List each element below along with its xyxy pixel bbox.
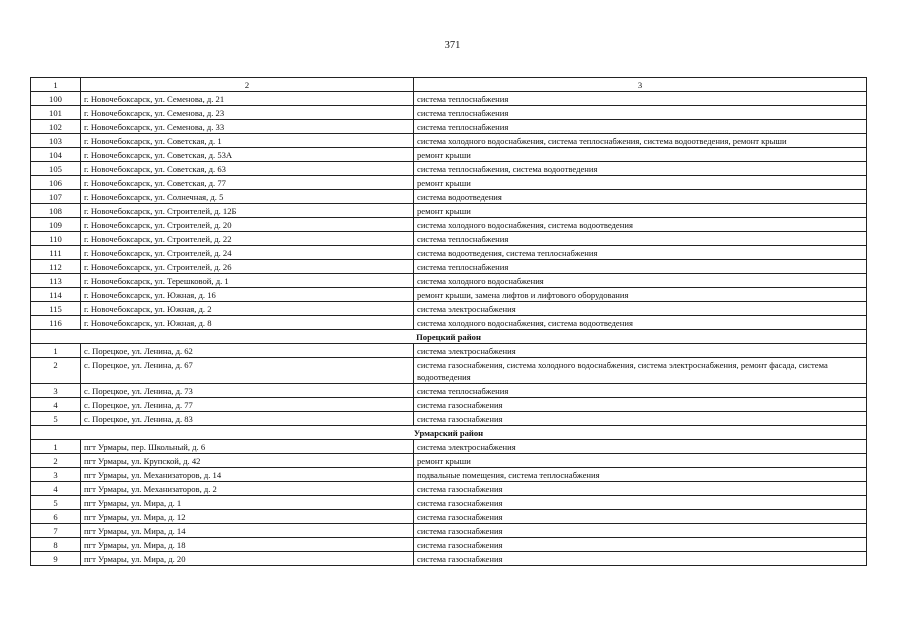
row-number: 3	[31, 384, 81, 398]
row-number: 1	[31, 440, 81, 454]
row-number: 111	[31, 246, 81, 260]
row-works: система водоотведения	[414, 190, 867, 204]
row-address: г. Новочебоксарск, ул. Строителей, д. 22	[81, 232, 414, 246]
row-address: пгт Урмары, ул. Мира, д. 18	[81, 538, 414, 552]
row-number: 102	[31, 120, 81, 134]
row-works: подвальные помещения, система теплоснабжения	[414, 468, 867, 482]
row-number: 4	[31, 482, 81, 496]
table-row	[31, 134, 867, 148]
row-works: ремонт крыши	[414, 148, 867, 162]
row-address: г. Новочебоксарск, ул. Семенова, д. 33	[81, 120, 414, 134]
table-row	[31, 440, 867, 454]
row-works: ремонт крыши	[414, 454, 867, 468]
column-header-number: 1	[31, 78, 81, 92]
row-works: система теплоснабжения	[414, 92, 867, 106]
row-number: 9	[31, 552, 81, 566]
row-works: система электроснабжения	[414, 302, 867, 316]
page-number: 371	[444, 40, 461, 51]
table-row	[31, 454, 867, 468]
row-number: 1	[31, 344, 81, 358]
row-works: система газоснабжения	[414, 524, 867, 538]
table-row	[31, 274, 867, 288]
table-row	[31, 120, 867, 134]
table-row	[31, 482, 867, 496]
row-address: г. Новочебоксарск, ул. Южная, д. 8	[81, 316, 414, 330]
row-number: 104	[31, 148, 81, 162]
table-row	[31, 316, 867, 330]
row-works: система электроснабжения	[414, 344, 867, 358]
row-address: г. Новочебоксарск, ул. Южная, д. 2	[81, 302, 414, 316]
row-number: 8	[31, 538, 81, 552]
section-header-row	[31, 330, 867, 344]
table-row	[31, 148, 867, 162]
table-row	[31, 302, 867, 316]
row-works: система теплоснабжения	[414, 106, 867, 120]
row-works: ремонт крыши, замена лифтов и лифтового оборудования	[414, 288, 867, 302]
table-header-row	[31, 78, 867, 92]
row-works: система теплоснабжения	[414, 120, 867, 134]
row-address: г. Новочебоксарск, ул. Советская, д. 77	[81, 176, 414, 190]
row-number: 112	[31, 260, 81, 274]
row-works: система холодного водоснабжения, система водоотведения	[414, 218, 867, 232]
row-works: система электроснабжения	[414, 440, 867, 454]
row-address: г. Новочебоксарск, ул. Строителей, д. 24	[81, 246, 414, 260]
table-row	[31, 218, 867, 232]
table-body	[31, 92, 867, 566]
row-address: пгт Урмары, ул. Механизаторов, д. 14	[81, 468, 414, 482]
row-address: с. Порецкое, ул. Ленина, д. 83	[81, 412, 414, 426]
table-row	[31, 510, 867, 524]
row-number: 114	[31, 288, 81, 302]
row-number: 108	[31, 204, 81, 218]
row-address: г. Новочебоксарск, ул. Строителей, д. 12Б	[81, 204, 414, 218]
row-number: 109	[31, 218, 81, 232]
address-table	[30, 77, 867, 566]
row-address: пгт Урмары, ул. Мира, д. 12	[81, 510, 414, 524]
row-number: 4	[31, 398, 81, 412]
column-header-works: 3	[414, 78, 867, 92]
row-number: 6	[31, 510, 81, 524]
row-address: пгт Урмары, пер. Школьный, д. 6	[81, 440, 414, 454]
table-row	[31, 344, 867, 358]
row-works: система теплоснабжения	[414, 260, 867, 274]
row-address: пгт Урмары, ул. Мира, д. 14	[81, 524, 414, 538]
row-number: 7	[31, 524, 81, 538]
row-works: ремонт крыши	[414, 176, 867, 190]
row-address: пгт Урмары, ул. Мира, д. 20	[81, 552, 414, 566]
table-row	[31, 384, 867, 398]
row-works: система газоснабжения	[414, 482, 867, 496]
row-works: система газоснабжения	[414, 552, 867, 566]
row-number: 2	[31, 454, 81, 468]
row-address: пгт Урмары, ул. Мира, д. 1	[81, 496, 414, 510]
table-row	[31, 92, 867, 106]
table-row	[31, 232, 867, 246]
row-address: с. Порецкое, ул. Ленина, д. 73	[81, 384, 414, 398]
table-row	[31, 260, 867, 274]
row-number: 2	[31, 358, 81, 384]
row-number: 106	[31, 176, 81, 190]
row-works: система водоотведения, система теплоснабжения	[414, 246, 867, 260]
row-address: г. Новочебоксарск, ул. Семенова, д. 21	[81, 92, 414, 106]
row-works: система холодного водоснабжения, система водоотведения	[414, 316, 867, 330]
row-number: 5	[31, 496, 81, 510]
row-works: система газоснабжения	[414, 510, 867, 524]
row-address: г. Новочебоксарск, ул. Строителей, д. 26	[81, 260, 414, 274]
row-number: 3	[31, 468, 81, 482]
column-header-address: 2	[81, 78, 414, 92]
row-number: 110	[31, 232, 81, 246]
row-works: ремонт крыши	[414, 204, 867, 218]
row-number: 105	[31, 162, 81, 176]
table-row	[31, 162, 867, 176]
section-header-row	[31, 426, 867, 440]
row-works: система газоснабжения	[414, 412, 867, 426]
row-works: система теплоснабжения, система водоотведения	[414, 162, 867, 176]
row-works: система газоснабжения, система холодного водоснабжения, система электроснабжения, ремонт фасада, система водоотведения	[414, 358, 867, 384]
row-number: 107	[31, 190, 81, 204]
section-title: Урмарский район	[31, 426, 867, 440]
row-works: система теплоснабжения	[414, 384, 867, 398]
row-works: система газоснабжения	[414, 398, 867, 412]
row-works: система холодного водоснабжения	[414, 274, 867, 288]
row-address: г. Новочебоксарск, ул. Советская, д. 53А	[81, 148, 414, 162]
table-row	[31, 176, 867, 190]
table-row	[31, 398, 867, 412]
row-address: пгт Урмары, ул. Крупской, д. 42	[81, 454, 414, 468]
row-address: г. Новочебоксарск, ул. Терешковой, д. 1	[81, 274, 414, 288]
row-number: 100	[31, 92, 81, 106]
table-row	[31, 288, 867, 302]
row-number: 103	[31, 134, 81, 148]
row-address: с. Порецкое, ул. Ленина, д. 77	[81, 398, 414, 412]
section-title: Порецкий район	[31, 330, 867, 344]
row-works: система газоснабжения	[414, 496, 867, 510]
row-number: 113	[31, 274, 81, 288]
table-row	[31, 412, 867, 426]
row-number: 116	[31, 316, 81, 330]
row-address: г. Новочебоксарск, ул. Советская, д. 63	[81, 162, 414, 176]
row-address: г. Новочебоксарск, ул. Семенова, д. 23	[81, 106, 414, 120]
row-address: г. Новочебоксарск, ул. Солнечная, д. 5	[81, 190, 414, 204]
table-row	[31, 204, 867, 218]
table-row	[31, 538, 867, 552]
row-works: система холодного водоснабжения, система теплоснабжения, система водоотведения, ремонт крыши	[414, 134, 867, 148]
table-row	[31, 106, 867, 120]
row-number: 101	[31, 106, 81, 120]
row-address: пгт Урмары, ул. Механизаторов, д. 2	[81, 482, 414, 496]
table-row	[31, 190, 867, 204]
table-row	[31, 496, 867, 510]
row-works: система теплоснабжения	[414, 232, 867, 246]
row-address: с. Порецкое, ул. Ленина, д. 62	[81, 344, 414, 358]
row-address: г. Новочебоксарск, ул. Строителей, д. 20	[81, 218, 414, 232]
table-row	[31, 524, 867, 538]
row-address: г. Новочебоксарск, ул. Южная, д. 16	[81, 288, 414, 302]
row-number: 5	[31, 412, 81, 426]
table-row	[31, 552, 867, 566]
row-works: система газоснабжения	[414, 538, 867, 552]
row-address: с. Порецкое, ул. Ленина, д. 67	[81, 358, 414, 384]
row-address: г. Новочебоксарск, ул. Советская, д. 1	[81, 134, 414, 148]
table-row	[31, 358, 867, 384]
table-row	[31, 468, 867, 482]
row-number: 115	[31, 302, 81, 316]
table-row	[31, 246, 867, 260]
